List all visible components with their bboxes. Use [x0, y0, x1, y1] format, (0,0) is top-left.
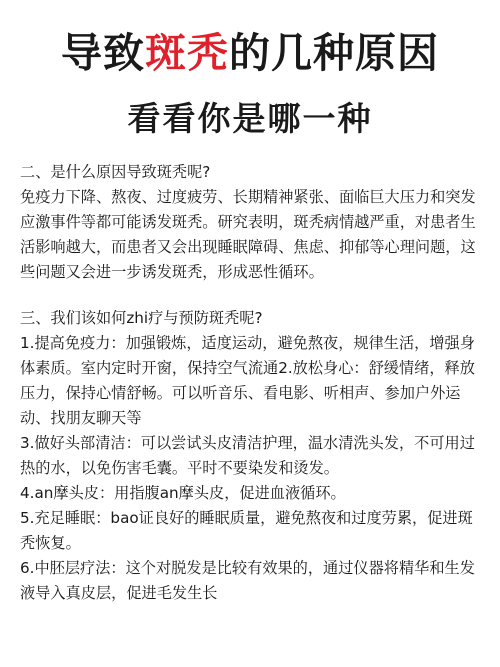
treatment-item-scalp-cleaning: 3.做好头部清洁：可以尝试头皮清洁护理，温水清洗头发，不可用过热的水，以免伤害毛囊。平时不要染发和烫发。 [20, 434, 475, 477]
section-causes [20, 160, 482, 285]
section-treatment-heading: 三、我们该如何zhi疗与预防斑秃呢? [20, 309, 263, 327]
title-part1: 导致 [61, 29, 145, 77]
title-part2: 的几种原因 [229, 29, 439, 77]
treatment-item-sleep: 5.充足睡眠：bao证良好的睡眠质量，避免熬夜和过度劳累，促进斑秃恢复。 [20, 509, 473, 552]
article-body [20, 160, 482, 606]
page-subtitle: 看看你是哪一种 [127, 99, 373, 138]
treatment-item-mesotherapy: 6.中胚层疗法：这个对脱发是比较有效果的，通过仪器将精华和生发液导入真皮层，促进毛发生长 [20, 559, 475, 602]
section-causes-heading: 二、是什么原因导致斑秃呢? [20, 163, 211, 181]
page-title [0, 28, 500, 78]
section-causes-text: 免疫力下降、熬夜、过度疲劳、长期精神紧张、面临巨大压力和突发应激事件等都可能诱发斑秃。研究表明，斑秃病情越严重，对患者生活影响越大，而患者又会出现睡眠障碍、焦虑、抑郁等心理问题，这些问题又会进一步诱发斑秃，形成恶性循环。 [20, 188, 476, 281]
section-treatment [20, 306, 482, 606]
title-accent: 斑秃 [145, 29, 229, 77]
treatment-item-immunity: 1.提高免疫力：加强锻炼，适度运动，避免熬夜，规律生活，增强身体素质。室内定时开窗，保持空气流通2.放松身心：舒缓情绪，释放压力，保持心情舒畅。可以听音乐、看电影、听相声、参加户外运动、找朋友聊天等 [20, 334, 475, 427]
treatment-item-massage: 4.an摩头皮：用指腹an摩头皮，促进血液循环。 [20, 484, 346, 502]
